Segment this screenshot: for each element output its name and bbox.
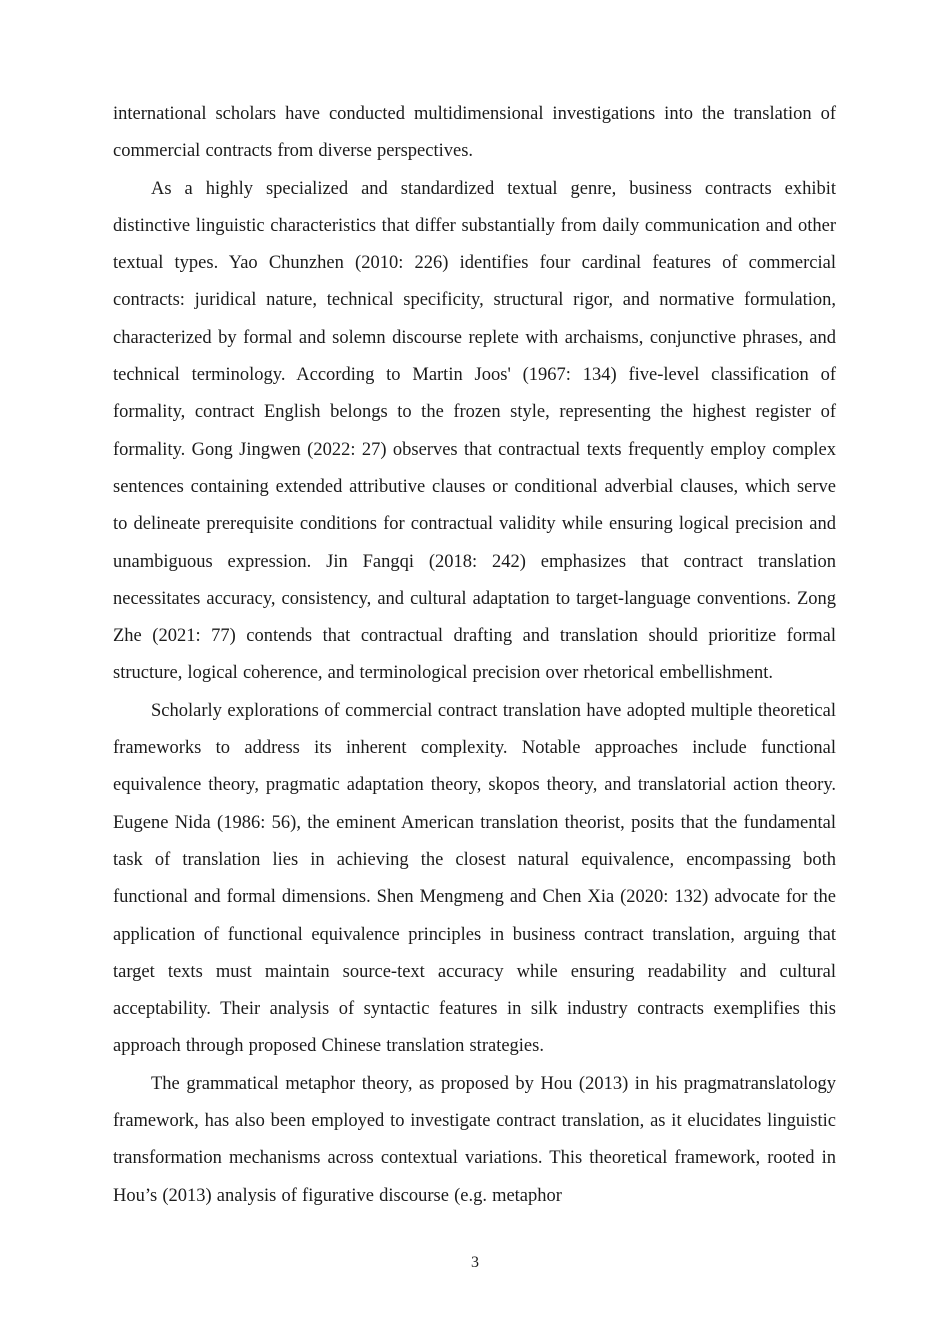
page-body-text [113, 96, 836, 1215]
paragraph: The grammatical metaphor theory, as proposed by Hou (2013) in his pragmatranslatology framework, has also been employed to investigate contract translation, as it elucidates linguistic transformation mechanisms across contextual variations. This theoretical framework, rooted in Hou’s (2013) analysis of figurative discourse (e.g. metaphor [113, 1073, 836, 1206]
page-number: 3 [471, 1254, 479, 1271]
paragraph: international scholars have conducted multidimensional investigations into the translation of commercial contracts from diverse perspectives. [113, 104, 836, 162]
paragraph: Scholarly explorations of commercial contract translation have adopted multiple theoretical frameworks to address its inherent complexity. Notable approaches include functional equivalence theory, pragmatic adaptation theory, skopos theory, and translatorial action theory. Eugene Nida (1986: 56), the eminent American translation theorist, posits that the fundamental task of translation lies in achieving the closest natural equivalence, encompassing both functional and formal dimensions. Shen Mengmeng and Chen Xia (2020: 132) advocate for the application of functional equivalence principles in business contract translation, arguing that target texts must maintain source-text accuracy while ensuring readability and cultural acceptability. Their analysis of syntactic features in silk industry contracts exemplifies this approach through proposed Chinese translation strategies. [113, 700, 836, 1057]
paragraph: As a highly specialized and standardized textual genre, business contracts exhibit distinctive linguistic characteristics that differ substantially from daily communication and other textual types. Yao Chunzhen (2010: 226) identifies four cardinal features of commercial contracts: juridical nature, technical specificity, structural rigor, and normative formulation, characterized by formal and solemn discourse replete with archaisms, conjunctive phrases, and technical terminology. According to Martin Joos' (1967: 134) five-level classification of formality, contract English belongs to the frozen style, representing the highest register of formality. Gong Jingwen (2022: 27) observes that contractual texts frequently employ complex sentences containing extended attributive clauses or conditional adverbial clauses, which serve to delineate prerequisite conditions for contractual validity while ensuring logical precision and unambiguous expression. Jin Fangqi (2018: 242) emphasizes that contract translation necessitates accuracy, consistency, and cultural adaptation to target-language conventions. Zong Zhe (2021: 77) contends that contractual drafting and translation should prioritize formal structure, logical coherence, and terminological precision over rhetorical embellishment. [113, 178, 836, 684]
